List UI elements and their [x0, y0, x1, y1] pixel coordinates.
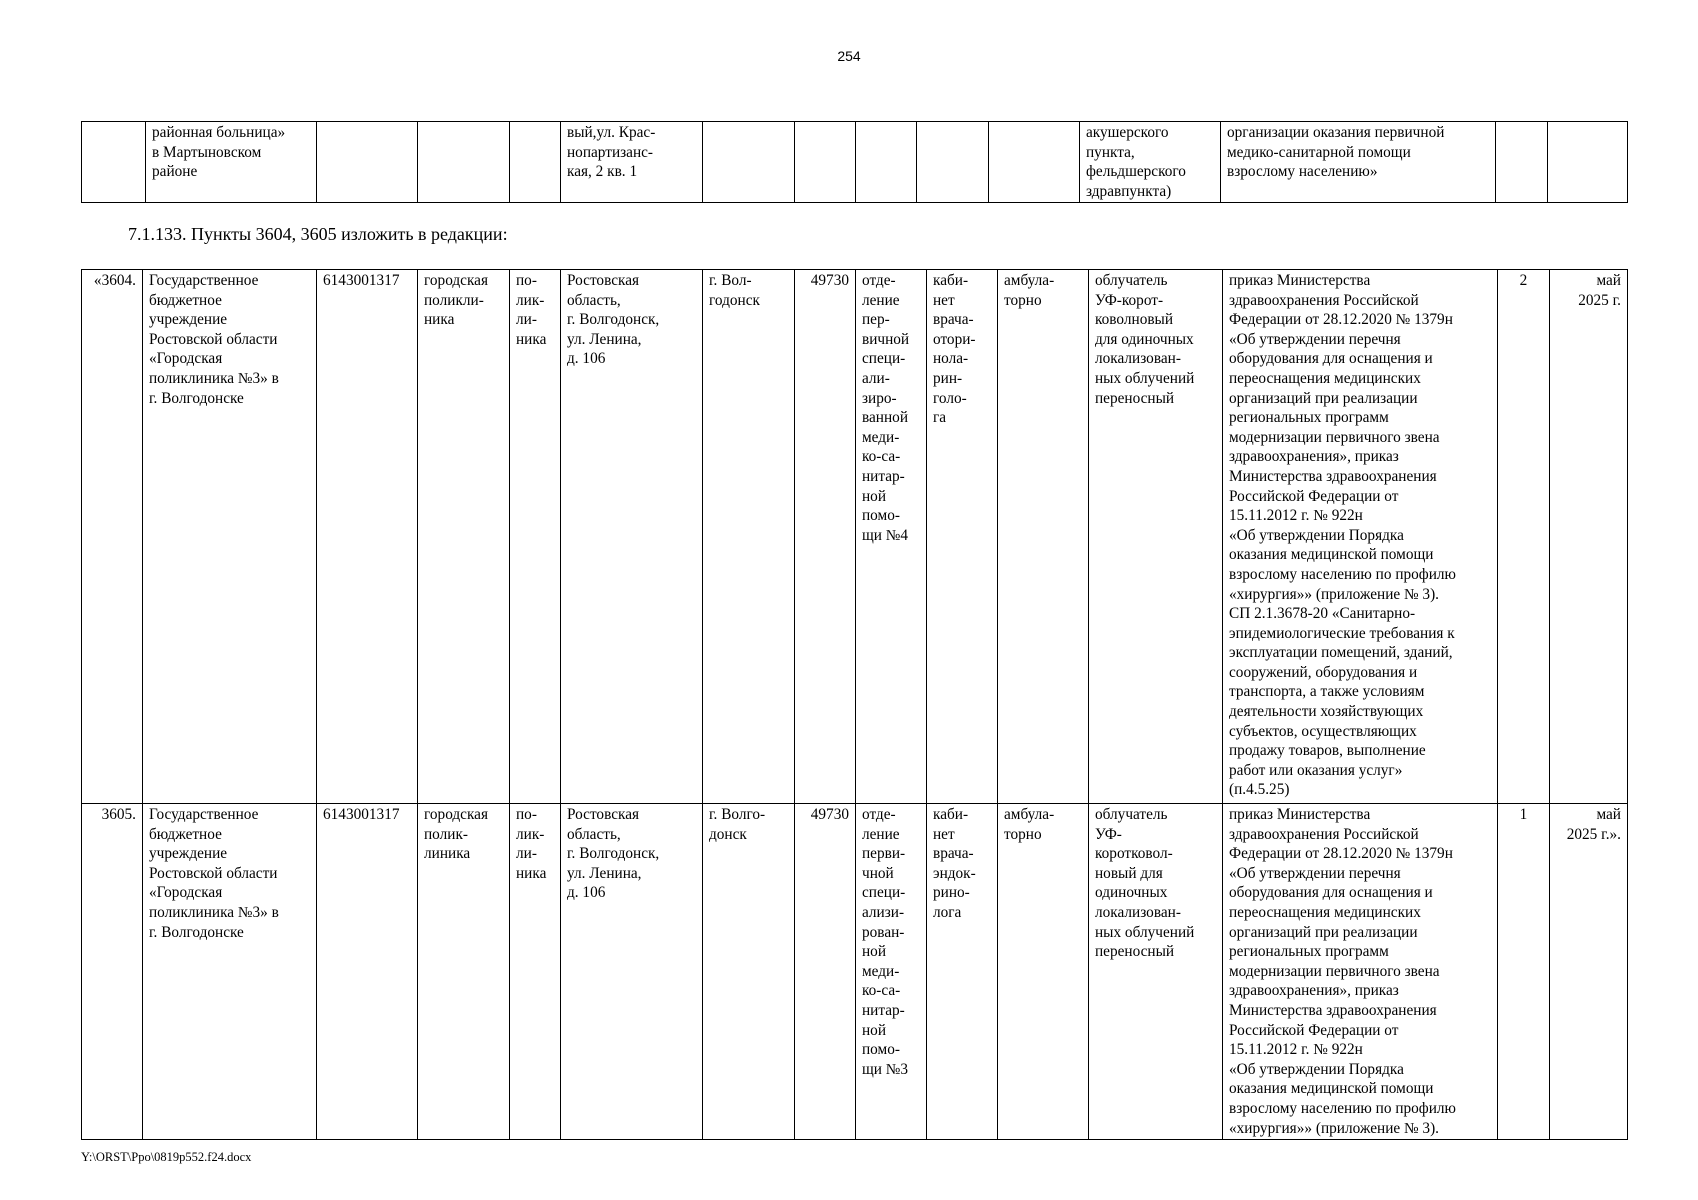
cell-care-form — [989, 122, 1080, 203]
cell-room: каби- нет врача- эндок- рино- лога — [927, 804, 998, 1140]
cell-num: «3604. — [82, 270, 143, 804]
cell-city — [703, 122, 795, 203]
table-row — [82, 122, 1628, 203]
cell-type — [418, 122, 510, 203]
cell-subtype: по- лик- ли- ника — [510, 270, 561, 804]
cell-date: май 2025 г.». — [1550, 804, 1628, 1140]
cell-code: 49730 — [795, 804, 856, 1140]
cell-code: 49730 — [795, 270, 856, 804]
cell-care-form: амбула- торно — [998, 804, 1089, 1140]
cell-org: Государственное бюджетное учреждение Ростовской области «Городская поликлиника №3» в г. Волгодонске — [143, 804, 317, 1140]
table-row — [82, 804, 1628, 1140]
cell-basis: приказ Министерства здравоохранения Российской Федерации от 28.12.2020 № 1379н «Об утверждении перечня оборудования для оснащения и переоснащения медицинских организаций при реализации региональных программ модернизации первичного звена здравоохранения», приказ Министерства здравоохранения Российской Федерации от 15.11.2012 г. № 922н «Об утверждении Порядка оказания медицинской помощи взрослому населению по профилю «хирургия»» (приложение № 3). СП 2.1.3678-20 «Санитарно- эпидемиологические требования к эксплуатации помещений, зданий, сооружений, оборудования и транспорта, а также условиям деятельности хозяйствующих субъектов, осуществляющих продажу товаров, выполнение работ или оказания услуг» (п.4.5.25) — [1223, 270, 1498, 804]
cell-type: городская полик- линика — [418, 804, 510, 1140]
cell-date: май 2025 г. — [1550, 270, 1628, 804]
cell-room: каби- нет врача- отори- нола- рин- голо- га — [927, 270, 998, 804]
cell-subtype — [510, 122, 561, 203]
cell-room — [917, 122, 989, 203]
cell-num — [82, 122, 146, 203]
cell-subtype: по- лик- ли- ника — [510, 804, 561, 1140]
cell-department: отде- ление пер- вичной специ- али- зиро- ванной меди- ко-са- нитар- ной помо- щи №4 — [856, 270, 927, 804]
footer-file-path: Y:\ORST\Ppo\0819p552.f24.docx — [81, 1150, 252, 1164]
cell-num: 3605. — [82, 804, 143, 1140]
cell-inn — [317, 122, 418, 203]
cell-address: Ростовская область, г. Волгодонск, ул. Ленина, д. 106 — [561, 804, 703, 1140]
cell-basis: организации оказания первичной медико-санитарной помощи взрослому населению» — [1221, 122, 1496, 203]
continued-table-row — [81, 121, 1628, 203]
cell-inn: 6143001317 — [317, 804, 418, 1140]
cell-org: районная больница» в Мартыновском районе — [146, 122, 317, 203]
cell-city: г. Вол- годонск — [703, 270, 795, 804]
cell-city: г. Волго- донск — [703, 804, 795, 1140]
cell-org: Государственное бюджетное учреждение Ростовской области «Городская поликлиника №3» в г. Волгодонске — [143, 270, 317, 804]
cell-equipment: облучатель УФ- коротковол- новый для одиночных локализован- ных облучений переносный — [1089, 804, 1223, 1140]
cell-basis: приказ Министерства здравоохранения Российской Федерации от 28.12.2020 № 1379н «Об утверждении перечня оборудования для оснащения и переоснащения медицинских организаций при реализации региональных программ модернизации первичного звена здравоохранения», приказ Министерства здравоохранения Российской Федерации от 15.11.2012 г. № 922н «Об утверждении Порядка оказания медицинской помощи взрослому населению по профилю «хирургия»» (приложение № 3). — [1223, 804, 1498, 1140]
cell-equipment: облучатель УФ-корот- коволновый для одиночных локализован- ных облучений переносный — [1089, 270, 1223, 804]
cell-department: отде- ление перви- чной специ- ализи- рован- ной меди- ко-са- нитар- ной помо- щи №3 — [856, 804, 927, 1140]
cell-inn: 6143001317 — [317, 270, 418, 804]
section-heading: 7.1.133. Пункты 3604, 3605 изложить в редакции: — [128, 224, 508, 244]
cell-date — [1548, 122, 1628, 203]
cell-quantity: 2 — [1498, 270, 1550, 804]
cell-type: городская поликли- ника — [418, 270, 510, 804]
page-number: 254 — [837, 48, 861, 64]
cell-quantity: 1 — [1498, 804, 1550, 1140]
cell-quantity — [1496, 122, 1548, 203]
cell-department — [856, 122, 917, 203]
cell-equipment: акушерского пункта, фельдшерского здравпункта) — [1080, 122, 1221, 203]
cell-address: Ростовская область, г. Волгодонск, ул. Ленина, д. 106 — [561, 270, 703, 804]
cell-code — [795, 122, 856, 203]
equipment-table — [81, 269, 1628, 1140]
cell-address: вый,ул. Крас- нопартизанс- кая, 2 кв. 1 — [561, 122, 703, 203]
table-row — [82, 270, 1628, 804]
cell-care-form: амбула- торно — [998, 270, 1089, 804]
